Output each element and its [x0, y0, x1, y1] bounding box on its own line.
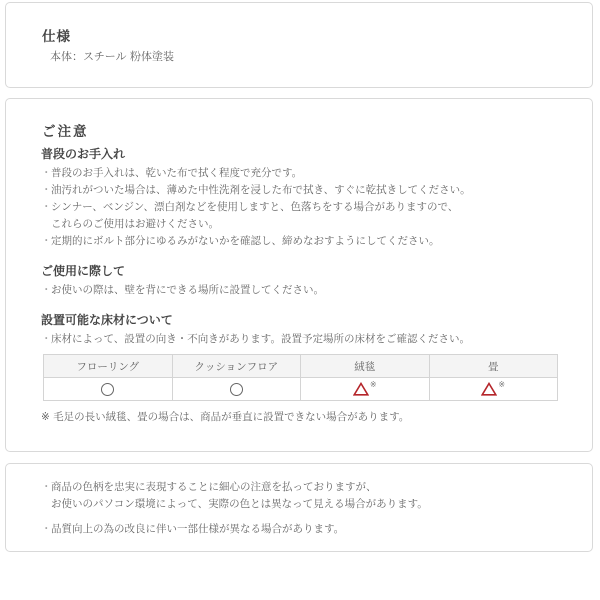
care-item-4: ・定期的にボルト部分にゆるみがないかを確認し、締めなおすようにしてください。	[41, 235, 440, 247]
note-item-1: ・商品の色柄を忠実に表現することに細心の注意を払っておりますが、	[41, 481, 377, 493]
usage-heading: ご使用に際して	[41, 264, 126, 278]
table-row	[44, 378, 558, 401]
cell-carpet	[301, 378, 430, 401]
bullet-glyph: ・	[41, 481, 52, 493]
cell-flooring	[44, 378, 173, 401]
floor-footnote: ※ 毛足の長い絨毯、畳の場合は、商品が垂直に設置できない場合があります。	[41, 411, 410, 423]
care-item-3-continued: これらのご使用はお避けください。	[51, 218, 219, 230]
floor-compatibility-table	[43, 354, 558, 401]
cell-tatami	[429, 378, 558, 401]
column-carpet: 絨毯	[301, 355, 430, 378]
bullet-glyph: ・	[41, 167, 52, 179]
column-tatami: 畳	[429, 355, 558, 378]
bullet-glyph: ・	[41, 184, 52, 196]
floor-heading: 設置可能な床材について	[41, 313, 173, 327]
spec-body	[50, 48, 174, 64]
note-item-1-continued: お使いのパソコン環境によって、実際の色とは異なって見える場合があります。	[51, 498, 428, 510]
note-mark: ※	[498, 379, 506, 389]
bullet-glyph: ・	[41, 284, 52, 296]
caution-heading: ご注意	[42, 124, 89, 140]
table-header-row	[44, 355, 558, 378]
note-mark: ※	[369, 379, 377, 389]
triangle-icon	[481, 382, 497, 396]
circle-icon	[101, 383, 114, 396]
care-item-1: ・普段のお手入れは、乾いた布で拭く程度で充分です。	[41, 167, 303, 179]
column-cushion-floor: クッションフロア	[172, 355, 301, 378]
note-item-2: ・品質向上の為の改良に伴い一部仕様が異なる場合があります。	[41, 523, 345, 535]
spec-heading: 仕様	[42, 29, 71, 45]
bullet-glyph: ・	[41, 333, 52, 345]
column-flooring: フローリング	[44, 355, 173, 378]
spec-body-text: 本体：スチール 粉体塗装	[50, 50, 175, 63]
cell-cushion-floor	[172, 378, 301, 401]
caution-section	[5, 98, 593, 452]
care-item-2: ・油汚れがついた場合は、薄めた中性洗剤を浸した布で拭き、すぐに乾拭きしてください。	[41, 184, 471, 196]
notes-section	[5, 463, 593, 552]
care-heading: 普段のお手入れ	[41, 147, 126, 161]
care-item-3: ・シンナー、ベンジン、漂白剤などを使用しますと、色落ちをする場合がありますので、	[41, 201, 459, 213]
triangle-icon	[353, 382, 369, 396]
floor-intro: ・床材によって、設置の向き・不向きがあります。設置予定場所の床材をご確認ください。	[41, 333, 470, 345]
bullet-glyph: ・	[41, 523, 52, 535]
bullet-glyph: ・	[41, 201, 52, 213]
usage-item-1: ・お使いの際は、壁を背にできる場所に設置してください。	[41, 284, 324, 296]
spec-section	[5, 2, 593, 88]
bullet-glyph: ・	[41, 235, 52, 247]
circle-icon	[230, 383, 243, 396]
